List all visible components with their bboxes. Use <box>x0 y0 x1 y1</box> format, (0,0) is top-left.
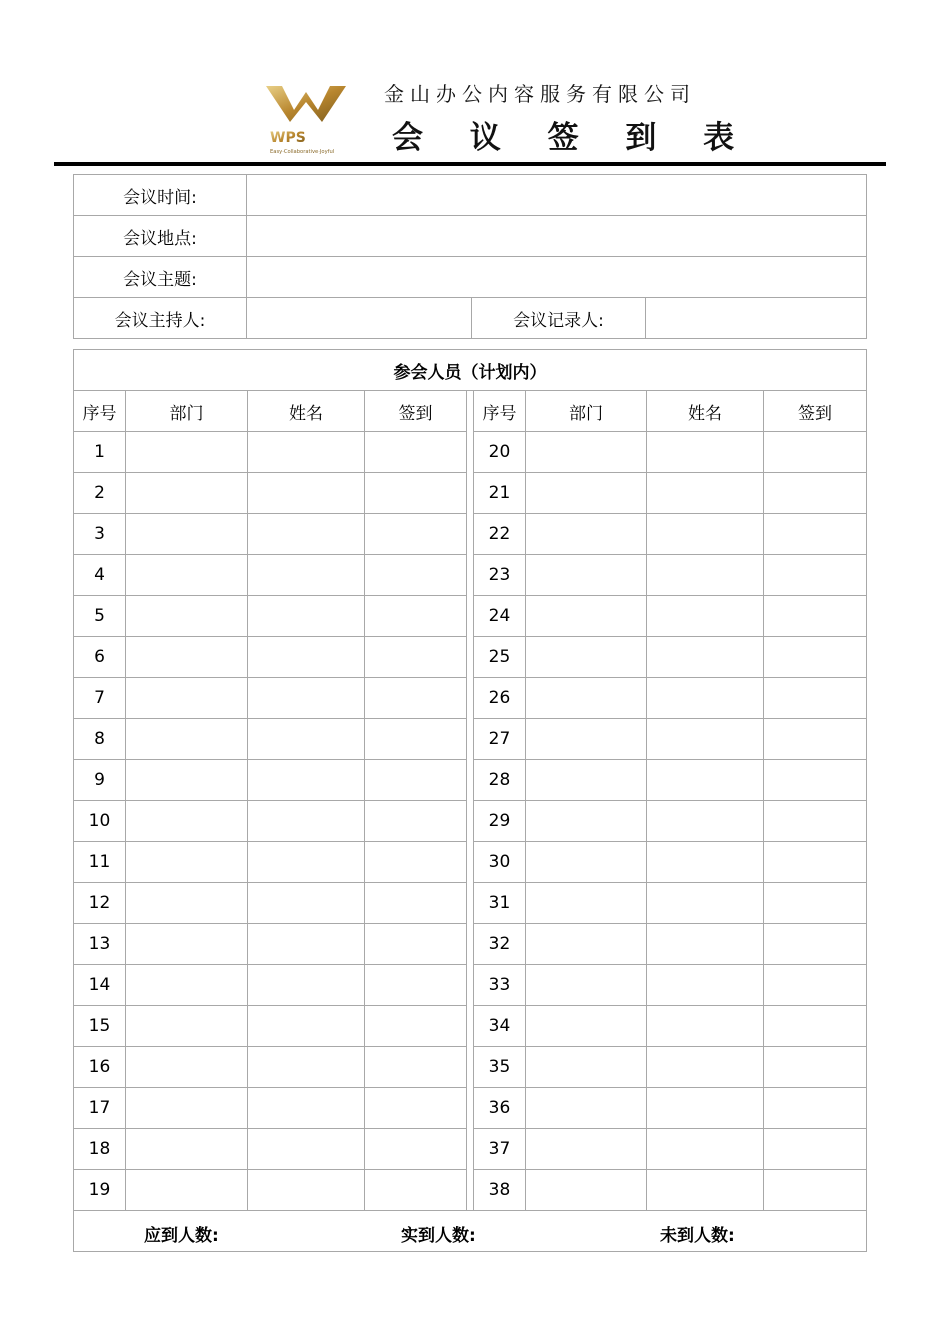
table-row <box>74 801 867 842</box>
name-cell-right[interactable] <box>647 1129 764 1170</box>
attendance-table <box>73 349 867 1252</box>
actual-count-label: 实到人数: <box>401 1226 476 1246</box>
sign-cell-right[interactable] <box>764 473 867 514</box>
row-index-right: 29 <box>474 801 526 842</box>
dept-cell-right[interactable] <box>526 514 647 555</box>
table-row <box>74 883 867 924</box>
dept-cell-right[interactable] <box>526 637 647 678</box>
table-row <box>74 1088 867 1129</box>
dept-cell-right[interactable] <box>526 965 647 1006</box>
row-index-right: 23 <box>474 555 526 596</box>
column-separator <box>467 760 474 801</box>
name-cell-left[interactable] <box>248 719 365 760</box>
sign-cell-right[interactable] <box>764 965 867 1006</box>
expected-count-label: 应到人数: <box>144 1226 219 1246</box>
topic-label: 会议主题: <box>74 257 247 298</box>
name-cell-right[interactable] <box>647 637 764 678</box>
attendance-rows <box>74 432 867 1211</box>
sign-cell-right[interactable] <box>764 1170 867 1211</box>
row-index-right: 34 <box>474 1006 526 1047</box>
dept-cell-right[interactable] <box>526 1170 647 1211</box>
column-separator <box>467 637 474 678</box>
col-header-dept-left: 部门 <box>126 391 248 432</box>
table-row <box>74 678 867 719</box>
recorder-label: 会议记录人: <box>472 298 646 339</box>
column-separator <box>467 432 474 473</box>
wps-logo-tagline: Easy·Collaborative·Joyful <box>270 149 335 155</box>
dept-cell-left[interactable] <box>126 596 248 637</box>
sign-cell-left[interactable] <box>365 1006 467 1047</box>
row-index-left: 2 <box>74 473 126 514</box>
row-index-right: 26 <box>474 678 526 719</box>
col-header-name-right: 姓名 <box>647 391 764 432</box>
row-index-right: 36 <box>474 1088 526 1129</box>
row-index-left: 10 <box>74 801 126 842</box>
name-cell-right[interactable] <box>647 760 764 801</box>
name-cell-left[interactable] <box>248 432 365 473</box>
sign-cell-left[interactable] <box>365 842 467 883</box>
col-header-index-left: 序号 <box>74 391 126 432</box>
column-separator <box>467 924 474 965</box>
dept-cell-left[interactable] <box>126 1088 248 1129</box>
column-separator <box>467 555 474 596</box>
row-index-left: 8 <box>74 719 126 760</box>
row-index-left: 17 <box>74 1088 126 1129</box>
table-row <box>74 637 867 678</box>
sign-cell-left[interactable] <box>365 555 467 596</box>
sign-cell-right[interactable] <box>764 1047 867 1088</box>
dept-cell-left[interactable] <box>126 1170 248 1211</box>
wps-logo-text: WPS <box>270 130 306 146</box>
recorder-field[interactable] <box>646 298 867 339</box>
name-cell-right[interactable] <box>647 1170 764 1211</box>
place-label: 会议地点: <box>74 216 247 257</box>
column-separator <box>467 1170 474 1211</box>
row-index-right: 24 <box>474 596 526 637</box>
row-index-right: 38 <box>474 1170 526 1211</box>
row-index-left: 5 <box>74 596 126 637</box>
row-index-right: 22 <box>474 514 526 555</box>
attendance-summary <box>74 1211 867 1252</box>
name-cell-left[interactable] <box>248 842 365 883</box>
col-header-dept-right: 部门 <box>526 391 647 432</box>
table-row <box>74 719 867 760</box>
info-row-host <box>74 298 867 339</box>
column-separator <box>467 678 474 719</box>
time-field[interactable] <box>247 175 867 216</box>
dept-cell-right[interactable] <box>526 924 647 965</box>
dept-cell-left[interactable] <box>126 637 248 678</box>
time-label: 会议时间: <box>74 175 247 216</box>
name-cell-left[interactable] <box>248 637 365 678</box>
sign-cell-right[interactable] <box>764 678 867 719</box>
row-index-left: 7 <box>74 678 126 719</box>
dept-cell-left[interactable] <box>126 432 248 473</box>
row-index-left: 9 <box>74 760 126 801</box>
dept-cell-left[interactable] <box>126 719 248 760</box>
dept-cell-left[interactable] <box>126 514 248 555</box>
name-cell-right[interactable] <box>647 432 764 473</box>
name-cell-left[interactable] <box>248 1170 365 1211</box>
name-cell-right[interactable] <box>647 719 764 760</box>
name-cell-right[interactable] <box>647 801 764 842</box>
table-row <box>74 924 867 965</box>
name-cell-right[interactable] <box>647 924 764 965</box>
name-cell-left[interactable] <box>248 883 365 924</box>
sign-cell-right[interactable] <box>764 924 867 965</box>
sign-cell-right[interactable] <box>764 1006 867 1047</box>
topic-field[interactable] <box>247 257 867 298</box>
attendance-section-title: 参会人员（计划内） <box>74 350 867 391</box>
row-index-left: 1 <box>74 432 126 473</box>
name-cell-right[interactable] <box>647 514 764 555</box>
dept-cell-right[interactable] <box>526 432 647 473</box>
dept-cell-right[interactable] <box>526 1047 647 1088</box>
name-cell-left[interactable] <box>248 596 365 637</box>
sign-cell-left[interactable] <box>365 1047 467 1088</box>
dept-cell-right[interactable] <box>526 555 647 596</box>
column-separator <box>467 391 474 432</box>
row-index-left: 4 <box>74 555 126 596</box>
dept-cell-left[interactable] <box>126 924 248 965</box>
row-index-right: 35 <box>474 1047 526 1088</box>
dept-cell-right[interactable] <box>526 842 647 883</box>
row-index-left: 12 <box>74 883 126 924</box>
row-index-left: 15 <box>74 1006 126 1047</box>
attendance-title-row <box>74 350 867 391</box>
name-cell-right[interactable] <box>647 555 764 596</box>
host-field[interactable] <box>247 298 472 339</box>
row-index-right: 32 <box>474 924 526 965</box>
row-index-right: 27 <box>474 719 526 760</box>
column-separator <box>467 1006 474 1047</box>
row-index-right: 31 <box>474 883 526 924</box>
dept-cell-left[interactable] <box>126 678 248 719</box>
row-index-left: 16 <box>74 1047 126 1088</box>
name-cell-left[interactable] <box>248 473 365 514</box>
dept-cell-right[interactable] <box>526 883 647 924</box>
column-separator <box>467 514 474 555</box>
table-row <box>74 1170 867 1211</box>
sign-cell-right[interactable] <box>764 432 867 473</box>
sign-cell-left[interactable] <box>365 596 467 637</box>
sign-cell-left[interactable] <box>365 473 467 514</box>
sign-cell-left[interactable] <box>365 1170 467 1211</box>
name-cell-right[interactable] <box>647 965 764 1006</box>
column-separator <box>467 719 474 760</box>
col-header-name-left: 姓名 <box>248 391 365 432</box>
sign-cell-right[interactable] <box>764 1088 867 1129</box>
row-index-left: 14 <box>74 965 126 1006</box>
absent-count-label: 未到人数: <box>660 1226 735 1246</box>
wps-logo-graphic <box>262 80 350 156</box>
name-cell-left[interactable] <box>248 1047 365 1088</box>
host-label: 会议主持人: <box>74 298 247 339</box>
name-cell-right[interactable] <box>647 1047 764 1088</box>
sign-cell-right[interactable] <box>764 555 867 596</box>
name-cell-left[interactable] <box>248 801 365 842</box>
dept-cell-right[interactable] <box>526 1088 647 1129</box>
name-cell-left[interactable] <box>248 965 365 1006</box>
sign-cell-left[interactable] <box>365 678 467 719</box>
dept-cell-right[interactable] <box>526 596 647 637</box>
table-row <box>74 842 867 883</box>
column-separator <box>467 883 474 924</box>
column-separator <box>467 965 474 1006</box>
sign-cell-left[interactable] <box>365 924 467 965</box>
sign-cell-right[interactable] <box>764 801 867 842</box>
place-field[interactable] <box>247 216 867 257</box>
row-index-left: 6 <box>74 637 126 678</box>
sign-cell-right[interactable] <box>764 883 867 924</box>
company-name: 金山办公内容服务有限公司 <box>384 82 696 106</box>
dept-cell-left[interactable] <box>126 1006 248 1047</box>
row-index-left: 11 <box>74 842 126 883</box>
dept-cell-left[interactable] <box>126 801 248 842</box>
row-index-right: 25 <box>474 637 526 678</box>
info-row-place <box>74 216 867 257</box>
dept-cell-left[interactable] <box>126 555 248 596</box>
name-cell-right[interactable] <box>647 1088 764 1129</box>
name-cell-right[interactable] <box>647 596 764 637</box>
dept-cell-right[interactable] <box>526 473 647 514</box>
row-index-right: 21 <box>474 473 526 514</box>
name-cell-right[interactable] <box>647 678 764 719</box>
header-divider <box>54 162 886 166</box>
name-cell-left[interactable] <box>248 924 365 965</box>
sign-cell-right[interactable] <box>764 760 867 801</box>
sign-cell-left[interactable] <box>365 637 467 678</box>
name-cell-right[interactable] <box>647 842 764 883</box>
name-cell-right[interactable] <box>647 883 764 924</box>
dept-cell-left[interactable] <box>126 965 248 1006</box>
dept-cell-right[interactable] <box>526 719 647 760</box>
dept-cell-left[interactable] <box>126 883 248 924</box>
sign-cell-left[interactable] <box>365 1088 467 1129</box>
table-row <box>74 760 867 801</box>
sign-cell-right[interactable] <box>764 842 867 883</box>
row-index-left: 18 <box>74 1129 126 1170</box>
name-cell-left[interactable] <box>248 1006 365 1047</box>
sign-cell-left[interactable] <box>365 801 467 842</box>
name-cell-right[interactable] <box>647 473 764 514</box>
row-index-right: 20 <box>474 432 526 473</box>
dept-cell-left[interactable] <box>126 1129 248 1170</box>
name-cell-left[interactable] <box>248 678 365 719</box>
row-index-right: 33 <box>474 965 526 1006</box>
col-header-sign-left: 签到 <box>365 391 467 432</box>
dept-cell-right[interactable] <box>526 760 647 801</box>
attendance-footer-row <box>74 1211 867 1252</box>
column-separator <box>467 1129 474 1170</box>
sign-cell-right[interactable] <box>764 637 867 678</box>
column-separator <box>467 1088 474 1129</box>
row-index-right: 30 <box>474 842 526 883</box>
column-separator <box>467 473 474 514</box>
column-separator <box>467 1047 474 1088</box>
dept-cell-left[interactable] <box>126 1047 248 1088</box>
page-title: 会 议 签 到 表 <box>392 120 753 156</box>
row-index-right: 37 <box>474 1129 526 1170</box>
sign-cell-right[interactable] <box>764 514 867 555</box>
dept-cell-right[interactable] <box>526 801 647 842</box>
col-header-index-right: 序号 <box>474 391 526 432</box>
row-index-right: 28 <box>474 760 526 801</box>
name-cell-left[interactable] <box>248 760 365 801</box>
table-row <box>74 1006 867 1047</box>
sign-cell-left[interactable] <box>365 514 467 555</box>
table-row <box>74 555 867 596</box>
table-row <box>74 473 867 514</box>
sign-cell-left[interactable] <box>365 1129 467 1170</box>
dept-cell-left[interactable] <box>126 760 248 801</box>
dept-cell-right[interactable] <box>526 678 647 719</box>
wps-logo <box>262 80 350 156</box>
column-separator <box>467 801 474 842</box>
dept-cell-right[interactable] <box>526 1006 647 1047</box>
row-index-left: 3 <box>74 514 126 555</box>
table-row <box>74 514 867 555</box>
table-row <box>74 965 867 1006</box>
info-row-topic <box>74 257 867 298</box>
table-row <box>74 1047 867 1088</box>
dept-cell-left[interactable] <box>126 473 248 514</box>
name-cell-left[interactable] <box>248 1088 365 1129</box>
name-cell-left[interactable] <box>248 514 365 555</box>
dept-cell-right[interactable] <box>526 1129 647 1170</box>
table-row <box>74 432 867 473</box>
meeting-info-table <box>73 174 867 339</box>
attendance-header-row <box>74 391 867 432</box>
sign-cell-left[interactable] <box>365 883 467 924</box>
sign-cell-left[interactable] <box>365 719 467 760</box>
sign-cell-right[interactable] <box>764 1129 867 1170</box>
sign-cell-right[interactable] <box>764 719 867 760</box>
name-cell-right[interactable] <box>647 1006 764 1047</box>
info-row-time <box>74 175 867 216</box>
name-cell-left[interactable] <box>248 1129 365 1170</box>
column-separator <box>467 596 474 637</box>
row-index-left: 13 <box>74 924 126 965</box>
sign-cell-right[interactable] <box>764 596 867 637</box>
col-header-sign-right: 签到 <box>764 391 867 432</box>
dept-cell-left[interactable] <box>126 842 248 883</box>
row-index-left: 19 <box>74 1170 126 1211</box>
table-row <box>74 1129 867 1170</box>
sign-cell-left[interactable] <box>365 965 467 1006</box>
column-separator <box>467 842 474 883</box>
name-cell-left[interactable] <box>248 555 365 596</box>
sign-cell-left[interactable] <box>365 432 467 473</box>
sign-cell-left[interactable] <box>365 760 467 801</box>
table-row <box>74 596 867 637</box>
